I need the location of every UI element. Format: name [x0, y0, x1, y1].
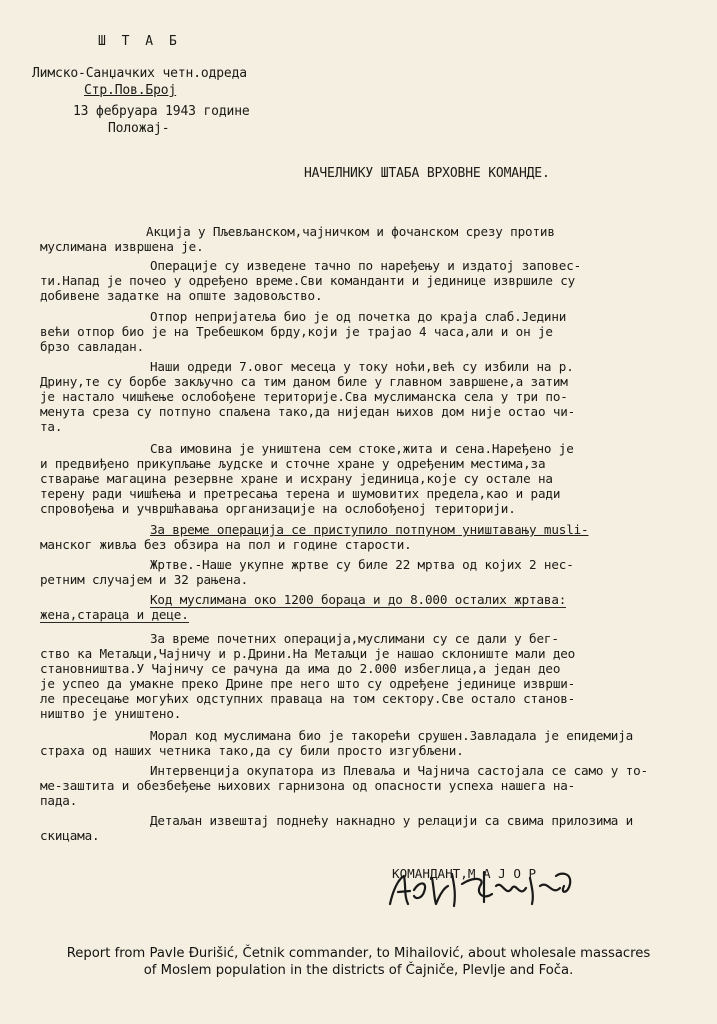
body-line: Наши одреди 7.овог месеца у току ноћи,већ су избили на р. [150, 359, 574, 374]
body-line-emphasis: Код муслимана око 1200 бораца и до 8.000 осталих жртава: [150, 592, 567, 607]
header-place: Положај- [108, 121, 170, 136]
body-line: муслимана извршена је. [40, 239, 204, 254]
body-line: је успео да умакне преко Дрине пре него што су одређене јединице изврши- [40, 676, 576, 691]
body-line: Жртве.-Наше укупне жртве су биле 22 мртва од којих 2 нес- [150, 557, 574, 572]
body-line: Интервенција окупатора из Плеваља и Чајнича састојала се само у то- [150, 763, 648, 778]
body-line: је настало чишћење ослобођене територије.Сва муслиманска села у три по- [40, 389, 568, 404]
body-line: становништва.У Чајничу се рачуна да има до 2.000 избеглица,а један део [40, 661, 561, 676]
body-line: ретним случајем и 32 рањена. [40, 572, 249, 587]
body-line: спровођења и учвршћавања организације на ослобођеној територији. [40, 501, 516, 516]
body-line: терену ради чишћења и претресања терена и шумовитих предела,као и ради [40, 486, 561, 501]
body-line: ле пресецање могућих одступних праваца на том сектору.Све остало станов- [40, 691, 576, 706]
body-line: ти.Напад је почео у одређено време.Сви команданти и јединице извршиле су [40, 273, 576, 288]
body-line: страха од наших четника тако,да су били просто изгубљени. [40, 743, 464, 758]
body-line: ме-заштита и обезбеђење њихових гарнизона од опасности успеха нашега на- [40, 778, 576, 793]
body-line: пада. [40, 793, 78, 808]
body-line: стварање магацина резервне хране и исхрану јединица,које су остале на [40, 471, 553, 486]
body-line: Сва имовина је уништена сем стоке,жита и сена.Наређено је [150, 441, 574, 456]
body-line: За време почетних операција,муслимани су се дали у бег- [150, 631, 559, 646]
body-line-emphasis: жена,стараца и деце. [40, 607, 189, 622]
body-line: манског живља без обзира на пол и године старости. [40, 537, 412, 552]
handwritten-signature [384, 864, 584, 914]
signature-title: КОМАНДАНТ,М А Ј О Р [392, 866, 537, 881]
header-unit: Лимско-Санџачких четн.одреда [32, 66, 247, 81]
caption-line: of Moslem population in the districts of Čajniče, Plevlje and Foča. [143, 963, 574, 978]
body-line: Отпор непријатеља био је од почетка до краја слаб.Једини [150, 309, 567, 324]
body-line: Детаљан извештај поднећу накнадно у релацији са свима прилозима и [150, 813, 634, 828]
body-line: већи отпор био је на Требешком брду,који је трајао 4 часа,али и он је [40, 324, 553, 339]
body-line: добивене задатке на опште задовољство. [40, 288, 323, 303]
body-line: ство ка Метаљци,Чајничу и р.Дрини.На Метаљци је нашао склониште мали део [40, 646, 576, 661]
body-line: ништво је уништено. [40, 706, 182, 721]
header-date: 13 фебруара 1943 године [73, 104, 250, 119]
header-ref: Стр.Пов.Број [84, 83, 177, 98]
body-line: За време операција се приступило потпуном уништавању musli- [150, 522, 589, 537]
body-line: Дрину,те су борбе закључно са тим даном биле у главном завршене,а затим [40, 374, 568, 389]
recipient-line: НАЧЕЛНИКУ ШТАБА ВРХОВНЕ КОМАНДЕ. [304, 166, 550, 181]
header-org: Ш Т А Б [98, 34, 181, 49]
body-line: Акција у Пљевљанском,чајничком и фочанском срезу против [146, 224, 555, 239]
caption-line: Report from Pavle Đurišić, Četnik commander, to Mihailović, about wholesale massacres [66, 946, 651, 961]
body-line: скицама. [40, 828, 100, 843]
body-line: Морал код муслимана био је такорећи срушен.Завладала је епидемија [150, 728, 634, 743]
body-line: Операције су изведене тачно по наређењу и издатој заповес- [150, 258, 582, 273]
body-line: и предвиђено прикупљање људске и сточне хране у одређеним местима,за [40, 456, 546, 471]
body-line: брзо савладан. [40, 339, 145, 354]
body-line: менута среза су потпуно спаљена тако,да ниједан њихов дом није остао чи- [40, 404, 576, 419]
body-line: та. [40, 419, 63, 434]
